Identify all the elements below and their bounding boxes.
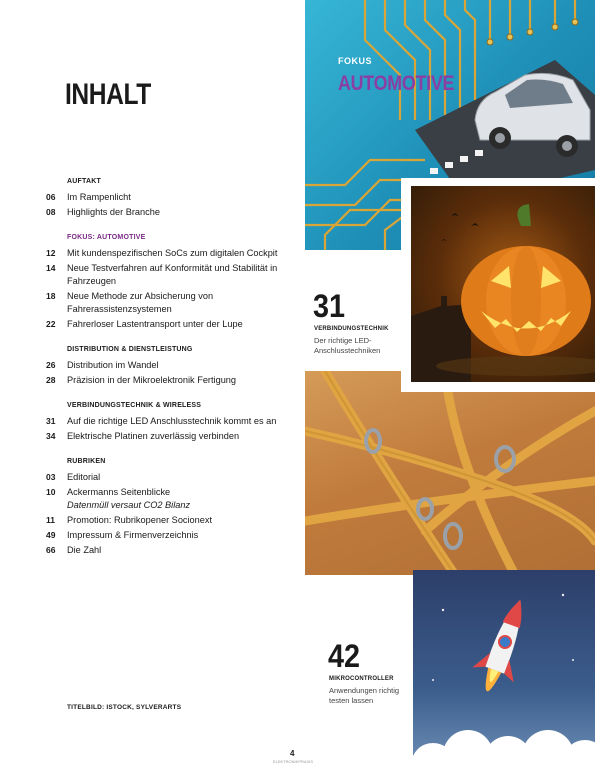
toc-item[interactable] [46,430,286,443]
section-heading: FOKUS: AUTOMOTIVE [67,234,146,241]
rocket-image[interactable] [413,570,595,768]
page-ref: 28 [46,375,56,385]
toc-item[interactable] [46,318,286,331]
item-subtitle: Datenmüll versaut CO2 Bilanz [67,500,191,510]
item-title-main: Ackermanns Seitenblicke [67,487,171,497]
page-ref: 22 [46,319,56,329]
toc-item[interactable] [46,290,286,316]
item-title: Neue Testverfahren auf Konformität und Stabilität in Fahrzeugen [67,263,278,286]
page-ref: 26 [46,360,56,370]
toc-section [46,234,286,331]
feature-description: Der richtige LED-Anschlusstechniken [314,336,381,355]
page-ref: 49 [46,530,56,540]
pumpkin-background [411,186,595,382]
item-title: Präzision in der Mikroelektronik Fertigung [67,375,237,385]
toc-item[interactable] [46,359,286,372]
page-title: INHALT [65,78,151,111]
page-ref: 66 [46,545,56,555]
toc-item[interactable] [46,544,286,557]
toc-item[interactable] [46,247,286,260]
fokus-label: FOKUS [338,56,372,66]
section-heading: AUFTAKT [67,178,101,185]
cover-credit: TITELBILD: ISTOCK, SYLVERARTS [67,704,182,711]
item-title: Promotion: Rubrikopener Socionext [67,515,213,525]
rocket-icon [466,592,541,699]
item-title: Auf die richtige LED Anschlusstechnik kommt es an [67,416,277,426]
toc-item[interactable] [46,471,286,484]
feature-category: MIKROCONTROLLER [329,676,394,682]
item-title [67,486,286,512]
table-of-contents [46,178,286,572]
page-ref: 34 [46,431,56,441]
item-title: Distribution im Wandel [67,360,159,370]
rope-image[interactable] [305,371,595,575]
item-title: Elektrische Platinen zuverlässig verbinden [67,431,240,441]
toc-item[interactable] [46,262,286,288]
feature-page-number: 31 [313,288,346,324]
section-heading: RUBRIKEN [67,458,106,465]
toc-section [46,178,286,219]
toc-item[interactable] [46,486,286,512]
item-title: Fahrerloser Lastentransport unter der Lupe [67,319,243,329]
rope-net-illustration [305,371,595,575]
page-ref: 03 [46,472,56,482]
item-title: Editorial [67,472,101,482]
item-title: Neue Methode zur Absicherung von Fahrerassistenzsystemen [67,291,214,314]
rocket-illustration [413,570,595,768]
toc-item[interactable] [46,191,286,204]
toc-item[interactable] [46,529,286,542]
toc-section [46,346,286,387]
pumpkin-illustration [411,186,595,382]
section-heading: VERBINDUNGSTECHNIK & WIRELESS [67,402,202,409]
fokus-title: AUTOMOTIVE [338,72,455,95]
item-title: Impressum & Firmenverzeichnis [67,530,199,540]
page-ref: 12 [46,248,56,258]
page-ref: 31 [46,416,56,426]
section-heading: DISTRIBUTION & DIENSTLEISTUNG [67,346,193,353]
item-title: Die Zahl [67,545,102,555]
toc-section [46,402,286,443]
feature-description: Anwendungen richtig testen lassen [329,686,400,705]
page-ref: 18 [46,291,56,301]
pumpkin-image[interactable] [401,178,595,392]
page-number: 4 [290,749,295,758]
toc-item[interactable] [46,514,286,527]
page-ref: 10 [46,487,56,497]
item-title: Im Rampenlicht [67,192,131,202]
feature-category: VERBINDUNGSTECHNIK [314,326,389,332]
toc-section [46,458,286,557]
page-ref: 11 [46,515,55,525]
page-ref: 08 [46,207,56,217]
item-title: Mit kundenspezifischen SoCs zum digitalen Cockpit [67,248,278,258]
page-ref: 14 [46,263,56,273]
page-ref: 06 [46,192,56,202]
toc-item[interactable] [46,415,286,428]
page-footer: ELEKTRONIKPRAXIS [273,759,314,764]
item-title: Highlights der Branche [67,207,160,217]
toc-item[interactable] [46,374,286,387]
feature-page-number: 42 [328,638,361,674]
toc-item[interactable] [46,206,286,219]
